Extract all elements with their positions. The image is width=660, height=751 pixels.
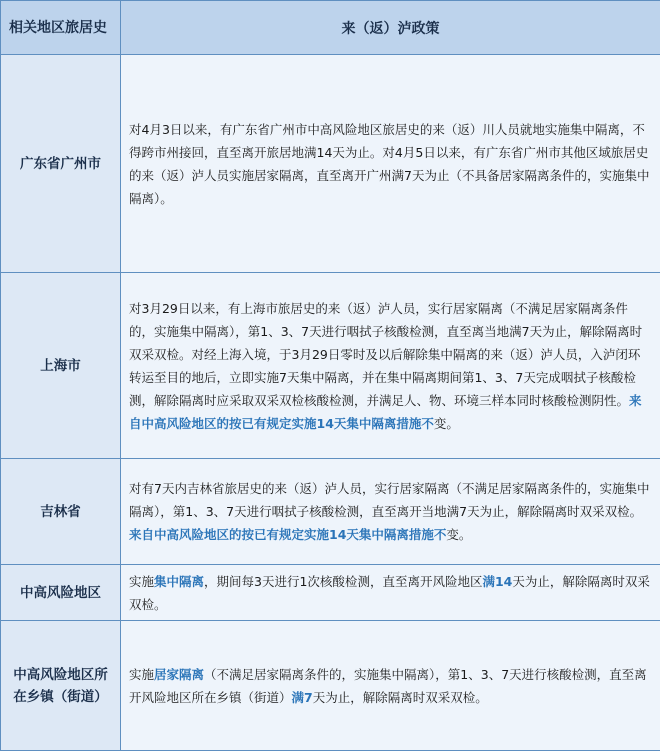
header-policy: 来（返）泸政策 bbox=[121, 1, 660, 55]
table-row bbox=[1, 459, 660, 565]
table-row bbox=[1, 55, 660, 273]
highlight-text: 来自中高风险地区的按已有规定实施14天集中隔离措施不 bbox=[129, 393, 642, 431]
policy-text: 天为止，解除隔离时双采双检。 bbox=[129, 574, 650, 612]
highlight-text: 满14 bbox=[482, 574, 512, 589]
policy-cell bbox=[121, 565, 660, 621]
highlight-text: 集中隔离 bbox=[154, 574, 204, 589]
policy-text: （不满足居家隔离条件的，实施集中隔离），第1、3、7天进行核酸检测，直至离开风险地区所在乡镇（街道） bbox=[129, 667, 647, 705]
policy-text: 对4月3日以来，有广东省广州市中高风险地区旅居史的来（返）川人员就地实施集中隔离，不得跨市州接回，直至离开旅居地满14天为止。对4月5日以来，有广东省广州市其他区域旅居史的来（返）泸人员实施居家隔离，直至离开广州满7天为止（不具备居家隔离条件的，实施集中隔离）。 bbox=[129, 122, 649, 206]
region-cell: 中高风险地区 bbox=[1, 565, 121, 621]
policy-cell bbox=[121, 273, 660, 459]
region-cell: 中高风险地区所在乡镇（街道） bbox=[1, 621, 121, 751]
region-cell: 吉林省 bbox=[1, 459, 121, 565]
policy-text: 变。 bbox=[434, 416, 459, 431]
table-row bbox=[1, 565, 660, 621]
policy-text: 天为止，解除隔离时双采双检。 bbox=[313, 690, 488, 705]
policy-text: 对3月29日以来，有上海市旅居史的来（返）泸人员，实行居家隔离（不满足居家隔离条件的，实施集中隔离），第1、3、7天进行咽拭子核酸检测，直至离当地满7天为止，解除隔离时双采双检。对经上海入境，于3月29日零时及以后解除集中隔离的来（返）泸人员，入泸闭环转运至目的地后，立即实施7天集中隔离，并在集中隔离期间第1、3、7天完成咽拭子核酸检测，解除隔离时应采取双采双检核酸检测，并满足人、物、环境三样本同时核酸检测阴性。 bbox=[129, 301, 642, 408]
policy-text: 变。 bbox=[446, 527, 471, 542]
region-cell: 广东省广州市 bbox=[1, 55, 121, 273]
table-row bbox=[1, 273, 660, 459]
highlight-text: 来自中高风险地区的按已有规定实施14天集中隔离措施不 bbox=[129, 527, 446, 542]
policy-cell bbox=[121, 621, 660, 751]
highlight-text: 满7 bbox=[292, 690, 313, 705]
policy-text: 实施 bbox=[129, 667, 154, 682]
region-cell: 上海市 bbox=[1, 273, 121, 459]
policy-text: ，期间每3天进行1次核酸检测，直至离开风险地区 bbox=[204, 574, 482, 589]
highlight-text: 居家隔离 bbox=[154, 667, 204, 682]
policy-cell bbox=[121, 55, 660, 273]
policy-text: 对有7天内吉林省旅居史的来（返）泸人员，实行居家隔离（不满足居家隔离条件的，实施集中隔离），第1、3、7天进行咽拭子核酸检测，直至离开当地满7天为止，解除隔离时双采双检。 bbox=[129, 481, 649, 519]
policy-cell bbox=[121, 459, 660, 565]
header-region: 相关地区旅居史 bbox=[1, 1, 121, 55]
table-row bbox=[1, 621, 660, 751]
policy-text: 实施 bbox=[129, 574, 154, 589]
